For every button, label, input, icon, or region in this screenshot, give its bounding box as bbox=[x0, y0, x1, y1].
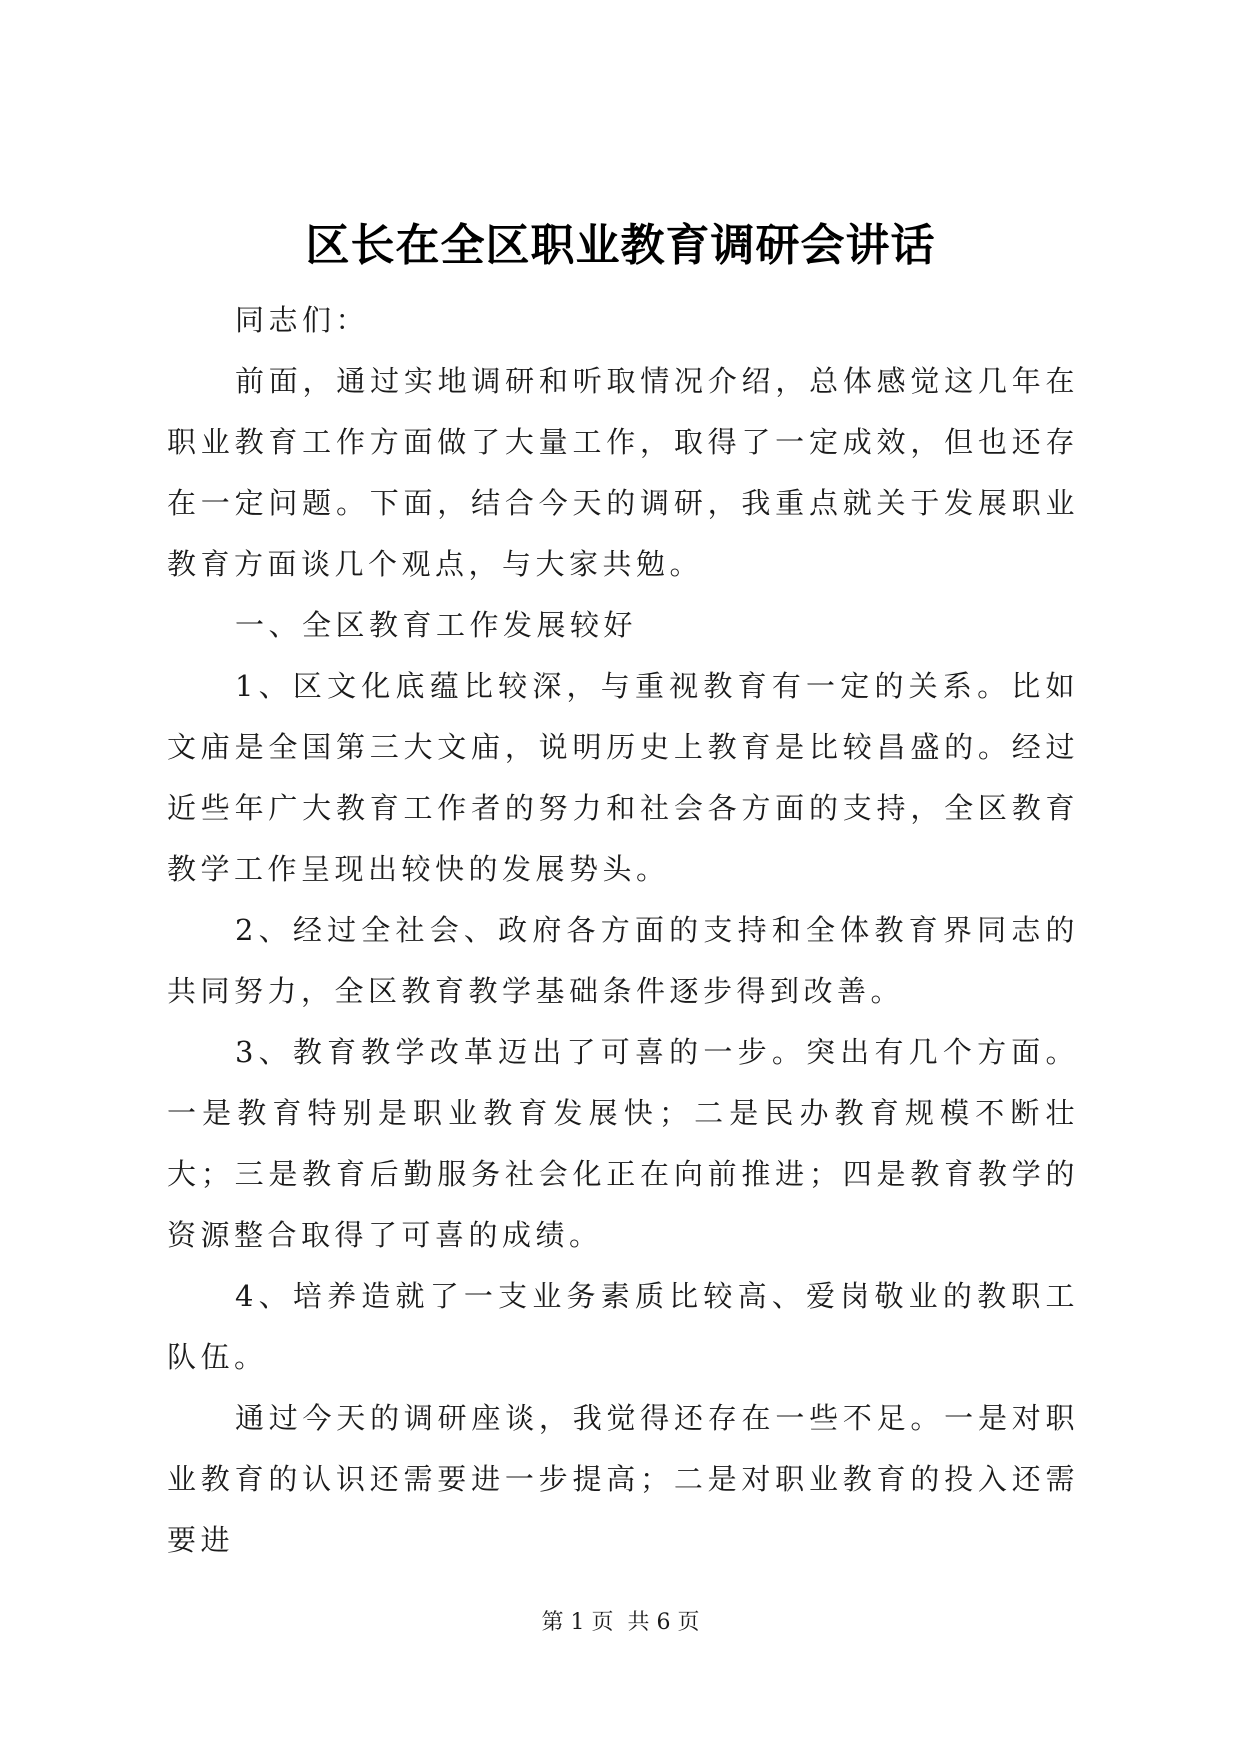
page-number: 第 1 页 共 6 页 bbox=[541, 1610, 700, 1635]
paragraph-point-1: 1、区文化底蕴比较深，与重视教育有一定的关系。比如文庙是全国第三大文庙，说明历史上教育是比较昌盛的。经过近些年广大教育工作者的努力和社会各方面的支持，全区教育教学工作呈现出较快的发展势头。 bbox=[167, 669, 1079, 886]
document-title: 区长在全区职业教育调研会讲话 bbox=[305, 220, 936, 271]
page-footer bbox=[0, 1608, 1241, 1638]
document-body bbox=[167, 290, 1079, 1571]
paragraph-point-3: 3、教育教学改革迈出了可喜的一步。突出有几个方面。一是教育特别是职业教育发展快；二是民办教育规模不断壮大；三是教育后勤服务社会化正在向前推进；四是教育教学的资源整合取得了可喜的成绩。 bbox=[167, 1035, 1079, 1252]
paragraph-point-2: 2、经过全社会、政府各方面的支持和全体教育界同志的共同努力，全区教育教学基础条件逐步得到改善。 bbox=[167, 913, 1079, 1008]
paragraph-point-4: 4、培养造就了一支业务素质比较高、爱岗敬业的教职工队伍。 bbox=[167, 1279, 1079, 1374]
paragraph-shortcomings: 通过今天的调研座谈，我觉得还存在一些不足。一是对职业教育的认识还需要进一步提高；二是对职业教育的投入还需要进 bbox=[167, 1401, 1079, 1557]
section-heading-1: 一、全区教育工作发展较好 bbox=[235, 608, 638, 642]
paragraph-intro: 前面，通过实地调研和听取情况介绍，总体感觉这几年在职业教育工作方面做了大量工作，取得了一定成效，但也还存在一定问题。下面，结合今天的调研，我重点就关于发展职业教育方面谈几个观点，与大家共勉。 bbox=[167, 364, 1079, 581]
salutation: 同志们： bbox=[235, 303, 370, 337]
